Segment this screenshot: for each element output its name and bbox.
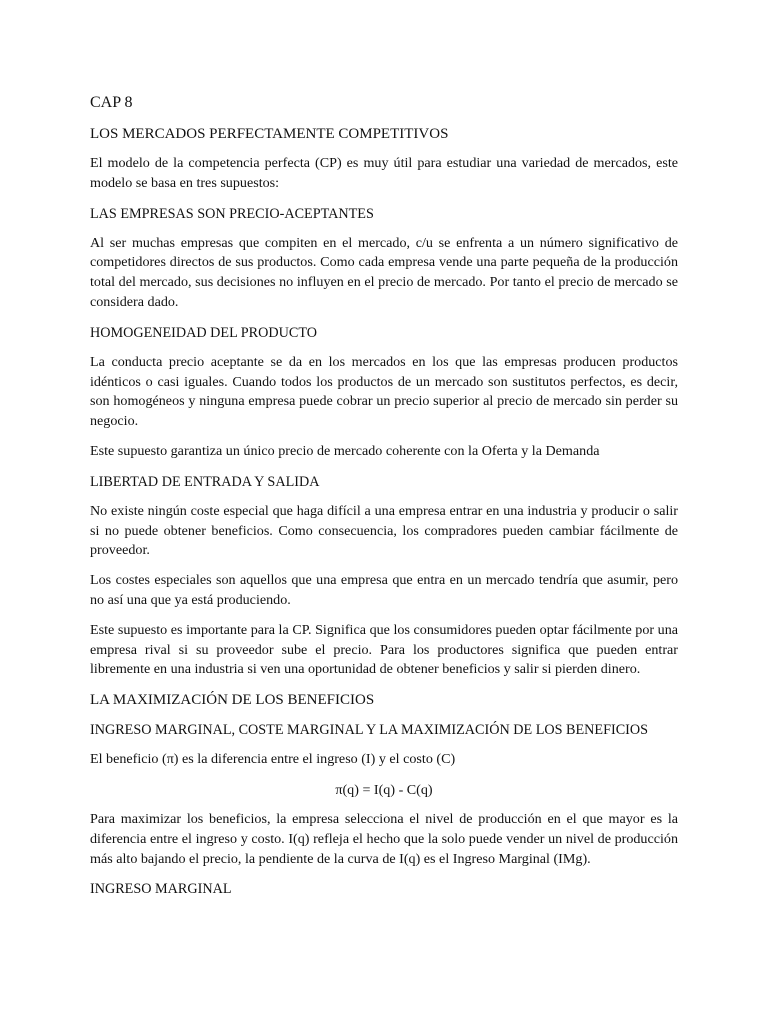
paragraph-unique-price: Este supuesto garantiza un único precio de mercado coherente con la Oferta y la Demanda: [90, 442, 600, 459]
section-heading-homogeneity: HOMOGENEIDAD DEL PRODUCTO: [90, 324, 317, 341]
section-heading-price-takers: LAS EMPRESAS SON PRECIO-ACEPTANTES: [90, 205, 374, 222]
paragraph-price-takers: Al ser muchas empresas que compiten en el mercado, c/u se enfrenta a un número significativo de competidores directos de sus productos. Como cada empresa vende una parte pequeña de la producción total del mercado, sus decisiones no influyen en el precio de mercado. Por tanto el precio de mercado se considera dado.: [90, 234, 678, 310]
paragraph-homogeneity: La conducta precio aceptante se da en los mercados en los que las empresas producen productos idénticos o casi iguales. Cuando todos los productos de un mercado son sustitutos perfectos, es decir, son homogéneos y ninguna empresa puede cobrar un precio superior al precio de mercado sin perder su negocio.: [90, 353, 678, 430]
subheading-marginal-revenue: INGRESO MARGINAL: [90, 881, 232, 898]
paragraph-profit-definition: El beneficio (π) es la diferencia entre el ingreso (I) y el costo (C): [90, 751, 456, 768]
paragraph-importance: Este supuesto es importante para la CP. Significa que los consumidores pueden optar fácilmente por una empresa rival si su proveedor sube el precio. Para los productores significa que pueden entrar libremente en una industria si ven una oportunidad de obtener beneficios y salir si pierden dinero.: [90, 621, 678, 678]
profit-formula: π(q) = I(q) - C(q): [335, 781, 433, 798]
chapter-label: CAP 8: [90, 94, 133, 111]
document-page: [90, 92, 678, 909]
paragraph-maximize: Para maximizar los beneficios, la empresa selecciona el nivel de producción en el que mayor es la diferencia entre el ingreso y costo. I(q) refleja el hecho que la solo puede vender un nivel de producción más alto bajando el precio, la pendiente de la curva de I(q) es el Ingreso Marginal (IMg).: [90, 810, 678, 867]
section-heading-profit-max: LA MAXIMIZACIÓN DE LOS BENEFICIOS: [90, 692, 375, 709]
paragraph-special-costs: Los costes especiales son aquellos que una empresa que entra en un mercado tendría que asumir, pero no así una que ya está produciendo.: [90, 572, 678, 608]
intro-paragraph: El modelo de la competencia perfecta (CP) es muy útil para estudiar una variedad de mercados, este modelo se basa en tres supuestos:: [90, 155, 678, 191]
section-heading-free-entry: LIBERTAD DE ENTRADA Y SALIDA: [90, 473, 320, 490]
paragraph-free-entry: No existe ningún coste especial que haga difícil a una empresa entrar en una industria y producir o salir si no puede obtener beneficios. Como consecuencia, los compradores pueden cambiar fácilmente de proveedor.: [90, 502, 678, 559]
subheading-marginal: INGRESO MARGINAL, COSTE MARGINAL Y LA MAXIMIZACIÓN DE LOS BENEFICIOS: [90, 722, 649, 739]
chapter-title: LOS MERCADOS PERFECTAMENTE COMPETITIVOS: [90, 126, 449, 142]
